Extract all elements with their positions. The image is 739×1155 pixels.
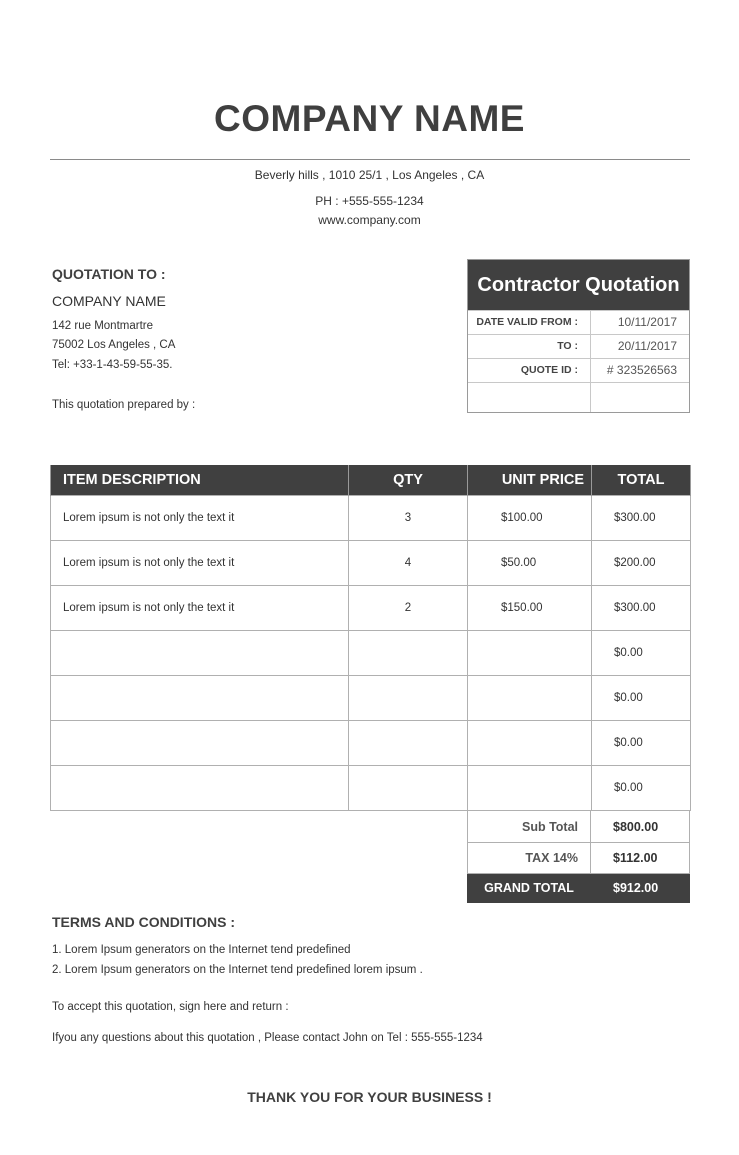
subtotal-label: Sub Total bbox=[468, 811, 591, 843]
item-unit-price-cell[interactable] bbox=[468, 675, 592, 720]
item-unit-price-cell[interactable]: $150.00 bbox=[468, 585, 592, 630]
quotation-info-box bbox=[467, 259, 690, 413]
item-total-cell: $0.00 bbox=[592, 765, 691, 810]
item-qty-cell[interactable] bbox=[349, 720, 468, 765]
thank-you-message: THANK YOU FOR YOUR BUSINESS ! bbox=[247, 1089, 492, 1105]
date-valid-from-row bbox=[468, 310, 689, 334]
table-row bbox=[51, 585, 691, 630]
quote-empty-value[interactable] bbox=[591, 383, 689, 412]
table-row bbox=[51, 765, 691, 810]
date-valid-from-label: DATE VALID FROM : bbox=[468, 311, 591, 334]
tax-value: $112.00 bbox=[591, 843, 690, 874]
item-unit-price-cell[interactable] bbox=[468, 765, 592, 810]
company-address: Beverly hills , 1010 25/1 , Los Angeles , CA bbox=[254, 168, 485, 182]
items-table bbox=[50, 465, 691, 811]
client-address-line1: 142 rue Montmartre bbox=[52, 320, 153, 332]
date-valid-to-label: TO : bbox=[468, 335, 591, 358]
quotation-box-title: Contractor Quotation bbox=[468, 260, 689, 310]
item-unit-price-cell[interactable] bbox=[468, 720, 592, 765]
item-qty-cell[interactable]: 2 bbox=[349, 585, 468, 630]
item-total-cell: $0.00 bbox=[592, 675, 691, 720]
item-qty-cell[interactable]: 4 bbox=[349, 540, 468, 585]
tax-label: TAX 14% bbox=[468, 843, 591, 874]
items-header-row bbox=[51, 465, 691, 495]
item-description-cell[interactable] bbox=[51, 630, 349, 675]
subtotal-value: $800.00 bbox=[591, 811, 690, 843]
client-address-line2: 75002 Los Angeles , CA bbox=[52, 339, 176, 351]
prepared-by-line: This quotation prepared by : bbox=[52, 399, 196, 411]
item-description-cell[interactable]: Lorem ipsum is not only the text it bbox=[51, 540, 349, 585]
table-row bbox=[51, 675, 691, 720]
item-total-cell: $200.00 bbox=[592, 540, 691, 585]
quotation-to-heading: QUOTATION TO : bbox=[52, 266, 166, 282]
quote-empty-row bbox=[468, 382, 689, 412]
item-qty-cell[interactable] bbox=[349, 675, 468, 720]
quote-empty-label bbox=[468, 383, 591, 412]
totals-table bbox=[467, 810, 690, 903]
item-description-cell[interactable] bbox=[51, 675, 349, 720]
client-tel: Tel: +33-1-43-59-55-35. bbox=[52, 359, 173, 371]
subtotal-row bbox=[468, 811, 690, 843]
accept-instruction: To accept this quotation, sign here and return : bbox=[52, 1001, 289, 1013]
column-header-description: ITEM DESCRIPTION bbox=[51, 465, 349, 495]
quote-id-row bbox=[468, 358, 689, 382]
column-header-total: TOTAL bbox=[592, 465, 691, 495]
grand-total-value: $912.00 bbox=[591, 874, 690, 903]
table-row bbox=[51, 495, 691, 540]
item-description-cell[interactable]: Lorem ipsum is not only the text it bbox=[51, 495, 349, 540]
company-website: www.company.com bbox=[318, 213, 421, 227]
table-row bbox=[51, 630, 691, 675]
terms-heading: TERMS AND CONDITIONS : bbox=[52, 914, 236, 930]
item-unit-price-cell[interactable] bbox=[468, 630, 592, 675]
terms-line-1: 1. Lorem Ipsum generators on the Internet tend predefined bbox=[52, 944, 351, 956]
grand-total-row bbox=[468, 874, 690, 903]
item-total-cell: $0.00 bbox=[592, 720, 691, 765]
date-valid-from-value[interactable]: 10/11/2017 bbox=[617, 315, 677, 329]
item-qty-cell[interactable]: 3 bbox=[349, 495, 468, 540]
item-total-cell: $0.00 bbox=[592, 630, 691, 675]
item-qty-cell[interactable] bbox=[349, 765, 468, 810]
quote-id-value[interactable]: # 323526563 bbox=[606, 363, 677, 377]
date-valid-to-value[interactable]: 20/11/2017 bbox=[617, 339, 677, 353]
column-header-unit-price: UNIT PRICE bbox=[468, 465, 592, 495]
terms-line-2: 2. Lorem Ipsum generators on the Internet tend predefined lorem ipsum . bbox=[52, 964, 423, 976]
company-name-title: COMPANY NAME bbox=[214, 98, 525, 139]
item-description-cell[interactable] bbox=[51, 765, 349, 810]
table-row bbox=[51, 540, 691, 585]
item-total-cell: $300.00 bbox=[592, 495, 691, 540]
item-unit-price-cell[interactable]: $100.00 bbox=[468, 495, 592, 540]
date-valid-to-row bbox=[468, 334, 689, 358]
header-divider bbox=[50, 159, 690, 160]
tax-row bbox=[468, 843, 690, 874]
item-description-cell[interactable]: Lorem ipsum is not only the text it bbox=[51, 585, 349, 630]
contact-line: Ifyou any questions about this quotation , Please contact John on Tel : 555-555-1234 bbox=[52, 1032, 483, 1044]
table-row bbox=[51, 720, 691, 765]
item-total-cell: $300.00 bbox=[592, 585, 691, 630]
client-company-name: COMPANY NAME bbox=[52, 293, 166, 309]
item-unit-price-cell[interactable]: $50.00 bbox=[468, 540, 592, 585]
column-header-qty: QTY bbox=[349, 465, 468, 495]
company-phone: PH : +555-555-1234 bbox=[315, 194, 424, 208]
item-qty-cell[interactable] bbox=[349, 630, 468, 675]
item-description-cell[interactable] bbox=[51, 720, 349, 765]
grand-total-label: GRAND TOTAL bbox=[468, 874, 591, 903]
quote-id-label: QUOTE ID : bbox=[468, 359, 591, 382]
